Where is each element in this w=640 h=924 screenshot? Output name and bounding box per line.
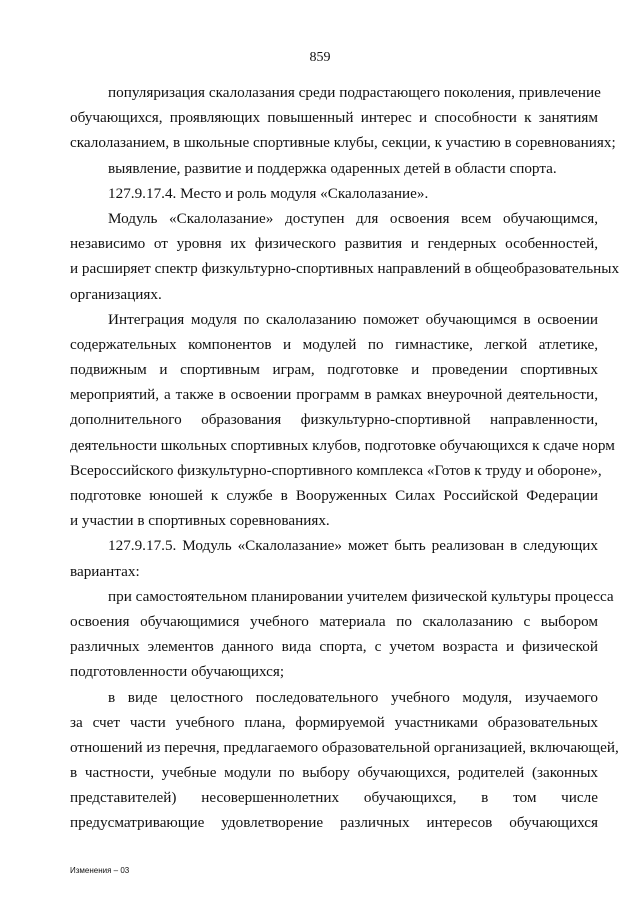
text-line: дополнительного образования физкультурно-спортивной направленности, xyxy=(70,411,598,429)
text-line: организациях. xyxy=(70,285,162,303)
text-line: вариантах: xyxy=(70,562,140,580)
text-line: освоения обучающимися учебного материала по скалолазанию с выбором xyxy=(70,612,598,630)
text-line: Всероссийского физкультурно-спортивного комплекса «Готов к труду и обороне», xyxy=(70,461,602,479)
text-line: подготовке юношей к службе в Вооруженных Силах Российской Федерации xyxy=(70,487,598,504)
text-line: при самостоятельном планировании учителем физической культуры процесса xyxy=(108,587,614,605)
section-heading: 127.9.17.4. Место и роль модуля «Скалолазание». xyxy=(108,184,429,202)
text-line: мероприятий, а также в освоении программ в рамках внеурочной деятельности, xyxy=(70,386,598,404)
page-number: 859 xyxy=(309,50,331,65)
text-line: подготовленности обучающихся; xyxy=(70,663,285,681)
text-line: Интеграция модуля по скалолазанию поможет обучающимся в освоении xyxy=(108,310,598,328)
text-line: за счет части учебного плана, формируемой участниками образовательных xyxy=(70,713,598,731)
text-line: Модуль «Скалолазание» доступен для освоения всем обучающимся, xyxy=(108,209,598,227)
text-line: различных элементов данного вида спорта, с учетом возраста и физической xyxy=(70,638,598,656)
text-line: предусматривающие удовлетворение различных интересов обучающихся xyxy=(70,814,598,832)
section-heading: 127.9.17.5. Модуль «Скалолазание» может быть реализован в следующих xyxy=(108,537,598,555)
text-line: в частности, учебные модули по выбору обучающихся, родителей (законных xyxy=(70,764,598,782)
footer-revision: Изменения – 03 xyxy=(70,866,130,875)
text-line: обучающихся, проявляющих повышенный интерес и способности к занятиям xyxy=(70,109,598,127)
text-line: представителей) несовершеннолетних обучающихся, в том числе xyxy=(70,789,598,807)
text-line: независимо от уровня их физического развития и гендерных особенностей, xyxy=(70,235,598,253)
text-line: и расширяет спектр физкультурно-спортивных направлений в общеобразовательных xyxy=(70,260,620,278)
text-line: выявление, развитие и поддержка одаренных детей в области спорта. xyxy=(108,159,557,177)
text-line: деятельности школьных спортивных клубов, подготовке обучающихся к сдаче норм xyxy=(70,436,615,454)
text-line: популяризация скалолазания среди подрастающего поколения, привлечение xyxy=(108,84,601,101)
text-line: скалолазанием, в школьные спортивные клубы, секции, к участию в соревнованиях; xyxy=(70,134,616,152)
text-line: отношений из перечня, предлагаемого образовательной организацией, включающей, xyxy=(70,738,619,756)
text-line: подвижным и спортивным играм, подготовке и проведении спортивных xyxy=(70,361,598,379)
text-line: в виде целостного последовательного учебного модуля, изучаемого xyxy=(108,688,598,706)
document-body xyxy=(70,80,620,836)
text-line: содержательных компонентов и модулей по гимнастике, легкой атлетике, xyxy=(70,335,598,353)
text-line: и участии в спортивных соревнованиях. xyxy=(70,512,330,530)
